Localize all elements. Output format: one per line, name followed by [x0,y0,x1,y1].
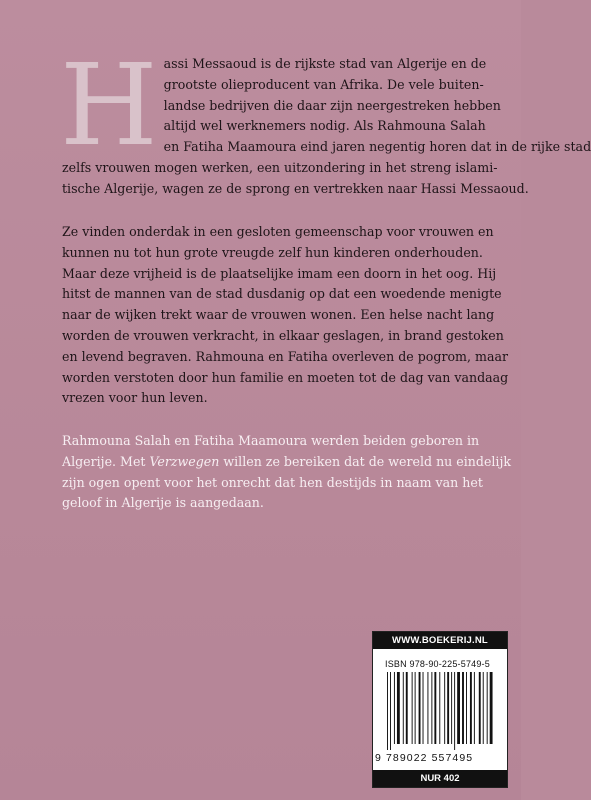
barcode-bar [434,672,436,744]
barcode-digits: 9 789022 557495 [375,752,474,764]
barcode-bar [431,672,432,744]
blurb-line: altijd wel werknemers nodig. Als Rahmouna Salah [163,118,486,134]
blurb-line: tische Algerije, wagen ze de sprong en vertrekken naar Hassi Messaoud. [62,180,529,196]
barcode-bar [474,672,475,744]
barcode-bar [412,672,413,744]
barcode-bar [415,672,416,744]
barcode-bar [451,672,452,744]
barcode-bar [470,672,472,744]
blurb-line: vrezen voor hun leven. [62,390,208,406]
blurb-line: assi Messaoud is de rijkste stad van Algerije en de [163,56,487,71]
bio-line: geloof in Algerije is aangedaan. [62,495,264,511]
barcode-bar [406,672,408,744]
barcode-bar [419,672,421,744]
blurb-line: grootste olieproducent van Afrika. De vele buiten- [163,76,484,92]
blurb-line: kunnen nu tot hun grote vreugde zelf hun kinderen onderhouden. [62,244,483,260]
blurb-line: zelfs vrouwen mogen werken, een uitzondering in het streng islami- [62,159,498,175]
barcode-bar [479,672,481,744]
barcode-bar [387,672,388,750]
barcode-bar [483,672,484,744]
blurb-line: landse bedrijven die daar zijn neergestreken hebben [163,97,501,113]
barcode-bar [487,672,488,744]
barcode-icon [385,672,495,750]
nur-code: NUR 402 [373,770,507,787]
drop-cap-letter: H [60,41,158,171]
barcode-bar [390,672,391,750]
blurb-line: en levend begraven. Rahmouna en Fatiha overleven de pogrom, maar [62,348,508,364]
barcode-bar [462,672,464,744]
blurb-line: hitst de mannen van de stad dusdanig op dat een woedende menigte [62,286,502,302]
barcode-bar [444,672,445,744]
bio-line: zijn ogen opent voor het onrecht dat hen destijds in naam van het [62,474,483,490]
barcode-bar [394,672,395,744]
barcode-bar [439,672,440,744]
barcode-bar [457,672,460,744]
bio-line: Rahmouna Salah en Fatiha Maamoura werden beiden geboren in [62,433,480,448]
barcode-bar [454,672,455,750]
barcode-bar [490,672,493,744]
isbn-label: ISBN 978-90-225-5749-5 [385,659,490,669]
author-bio-paragraph [62,431,511,514]
barcode-bar [403,672,404,744]
barcode-bar [447,672,449,744]
blurb-line: naar de wijken trekt waar de vrouwen wonen. Een helse nacht lang [62,307,495,323]
blurb-line: Maar deze vrijheid is de plaatselijke imam een doorn in het oog. Hij [62,265,497,281]
bio-line-end: willen ze bereiken dat de wereld nu eindelijk [219,453,511,469]
barcode-panel [372,631,508,788]
bio-line-start: Algerije. Met [62,453,150,469]
blurb-line: Ze vinden onderdak in een gesloten gemeenschap voor vrouwen en [62,224,494,239]
barcode-bar [427,672,428,744]
book-title-italic: Verzwegen [149,453,220,469]
publisher-website: WWW.BOEKERIJ.NL [373,632,507,649]
barcode-bar [423,672,424,744]
blurb-paragraph-1 [60,41,591,200]
blurb-paragraph-2 [62,222,509,409]
blurb-line: worden verstoten door hun familie en moeten tot de dag van vandaag [62,369,509,385]
blurb-line: worden de vrouwen verkracht, in elkaar geslagen, in brand gestoken [62,327,504,343]
bio-line [62,452,511,473]
blurb-line: en Fatiha Maamoura eind jaren negentig horen dat in de rijke stad [163,139,591,155]
barcode-bar [466,672,467,744]
barcode-bar [397,672,400,744]
